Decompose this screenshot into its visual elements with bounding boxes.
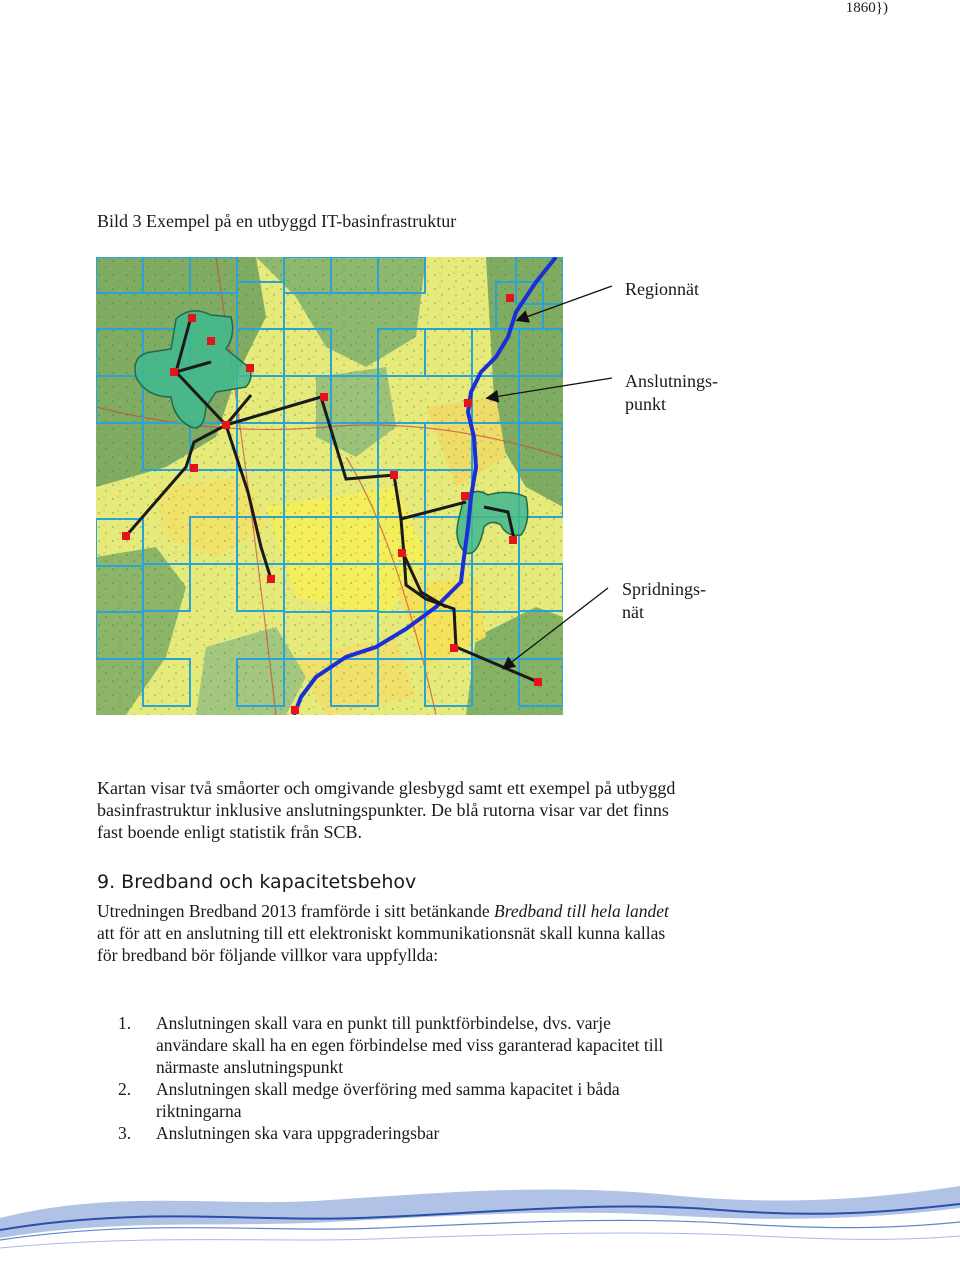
figure-caption: Bild 3 Exempel på en utbyggd IT-basinfrastruktur [97, 211, 457, 231]
callout-anslutningspunkt [625, 370, 718, 416]
list-item-number: 3. [118, 1123, 132, 1143]
callout-anslutning-line1: Anslutnings- [625, 371, 719, 391]
section-heading: 9. Bredband och kapacitetsbehov [97, 871, 417, 893]
list-item [118, 1078, 678, 1122]
list-item-number: 1. [118, 1013, 132, 1033]
conditions-list [118, 1012, 678, 1144]
map-description: Kartan visar två småorter och omgivande glesbygd samt ett exempel på utbyggd basinfrastruktur inklusive anslutningspunkter. De blå rutorna visar var det finns fast boende enligt statistik från SCB. [97, 778, 676, 842]
report-title: Bredband till hela landet [494, 901, 669, 921]
callout-spridning-line1: Spridnings- [622, 579, 707, 599]
paragraph-text-end: att för att en anslutning till ett elektroniskt kommunikationsnät skall kunna kallas för bredband bör följande villkor vara uppfyllda: [97, 923, 666, 965]
list-item [118, 1012, 678, 1078]
callout-anslutning-line2: punkt [625, 394, 667, 414]
paragraph-text-start: Utredningen Bredband 2013 framförde i sitt betänkande [97, 901, 495, 921]
list-item-text: Anslutningen skall medge överföring med samma kapacitet i båda riktningarna [156, 1079, 620, 1121]
list-item [118, 1122, 678, 1144]
section-paragraph [97, 900, 687, 966]
list-item-text: Anslutningen skall vara en punkt till punktförbindelse, dvs. varje användare skall ha en egen förbindelse med viss garanterad kapacitet till närmaste anslutningspunkt [156, 1013, 664, 1077]
callout-regionnat [625, 278, 699, 301]
callout-spridning-line2: nät [622, 602, 644, 622]
page-number: 1860}) [845, 0, 888, 16]
callout-regionnat-text: Regionnät [625, 279, 699, 299]
footer-wave-decoration [0, 1178, 960, 1272]
list-item-number: 2. [118, 1079, 132, 1099]
callout-spridningsnat [622, 578, 706, 624]
list-item-text: Anslutningen ska vara uppgraderingsbar [156, 1123, 440, 1143]
infrastructure-map [96, 257, 563, 715]
